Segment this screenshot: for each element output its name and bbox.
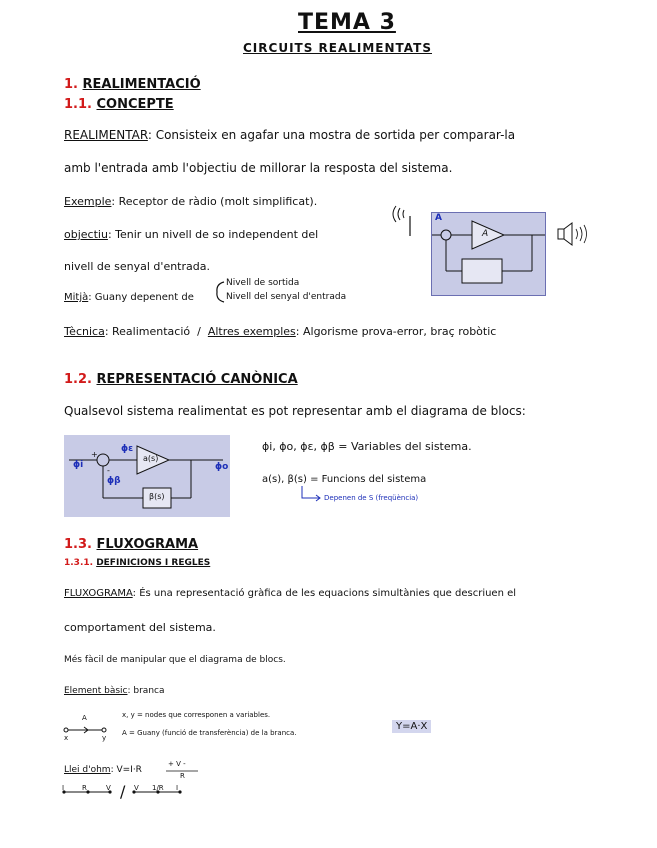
element-basic-line <box>64 686 165 696</box>
llei-frac-bottom: R <box>180 772 185 780</box>
depends-note: Depenen de S (freqüència) <box>324 494 419 502</box>
page-subtitle: CIRCUITS REALIMENTATS <box>243 41 432 55</box>
section-1-title: REALIMENTACIÓ <box>82 77 201 92</box>
phi-o-label: ϕo <box>215 462 229 472</box>
ohm-right-i: I <box>176 784 179 792</box>
mitja-branch-1: Nivell de sortida <box>226 278 300 288</box>
llei-frac-top: + V - <box>168 760 186 768</box>
element-label: Element bàsic <box>64 686 128 696</box>
section-1-2-title: REPRESENTACIÓ CANÒNICA <box>96 372 298 387</box>
plus-sign: + <box>91 450 98 459</box>
mitja-brace <box>212 280 226 304</box>
objectiu-text-1: : Tenir un nivell de so independent del <box>107 228 319 241</box>
section-1-1-number: 1.1. <box>64 97 92 112</box>
fluxograma-line-2: comportament del sistema. <box>64 621 216 634</box>
llei-ohm-line <box>64 765 142 775</box>
fluxograma-text-1: : És una representació gràfica de les equacions simultànies que descriuen el <box>132 588 517 599</box>
llei-label: Llei d'ohm <box>64 765 111 775</box>
tecnica-line <box>64 325 496 338</box>
section-1-3-heading <box>64 537 198 552</box>
section-1-1-title: CONCEPTE <box>96 97 174 112</box>
fluxograma-label: FLUXOGRAMA <box>64 588 133 599</box>
exemple-label: Exemple <box>64 195 112 208</box>
section-1-3-1-heading <box>64 558 210 568</box>
phi-i-label: ϕi <box>73 460 84 470</box>
fluxograma-line-1 <box>64 588 516 599</box>
ohm-slash: / <box>120 782 126 801</box>
llei-text: : V=I·R <box>110 765 142 775</box>
speaker-icon <box>554 220 594 250</box>
canonical-intro: Qualsevol sistema realimentat es pot representar amb el diagrama de blocs: <box>64 404 526 418</box>
section-1-1-heading <box>64 97 174 112</box>
mitja-line <box>64 292 194 303</box>
radio-diagram <box>431 212 546 296</box>
section-1-3-1-title: DEFINICIONS I REGLES <box>96 558 211 568</box>
page-title: TEMA 3 <box>298 10 396 35</box>
realimentar-line-1 <box>64 128 515 142</box>
section-1-2-number: 1.2. <box>64 372 92 387</box>
phi-e-label: ϕε <box>121 444 134 454</box>
section-1-2-heading <box>64 372 298 387</box>
altres-label: Altres exemples <box>207 325 296 338</box>
objectiu-line-2: nivell de senyal d'entrada. <box>64 260 210 273</box>
nodes-note: x, y = nodes que corresponen a variables. <box>122 711 271 719</box>
section-1-number: 1. <box>64 77 78 92</box>
canonical-diagram-drawing <box>65 436 229 516</box>
element-text: : branca <box>127 686 165 696</box>
section-1-3-title: FLUXOGRAMA <box>96 537 199 552</box>
mitja-branch-2: Nivell del senyal d'entrada <box>226 292 347 302</box>
mitja-label: Mitjà <box>64 292 89 303</box>
realimentar-label: REALIMENTAR <box>64 128 148 142</box>
ohm-right-1r: 1/R <box>152 784 164 792</box>
system-functions: a(s), β(s) = Funcions del sistema <box>262 474 427 485</box>
branch-node-y: y <box>102 734 107 742</box>
ohm-left-i: I <box>62 784 65 792</box>
objectiu-line-1 <box>64 228 318 241</box>
mitja-text: : Guany depenent de <box>88 292 194 303</box>
exemple-line <box>64 195 317 208</box>
radio-diagram-drawing <box>432 213 545 295</box>
radio-block-a: A <box>482 229 489 239</box>
objectiu-label: objectiu <box>64 228 108 241</box>
canonical-block-diagram <box>64 435 230 517</box>
system-variables: ϕi, ϕo, ϕε, ϕβ = Variables del sistema. <box>262 440 472 453</box>
ohm-right-v: V <box>134 784 139 792</box>
ohm-left-r: R <box>82 784 87 792</box>
branch-gain-label: A <box>82 714 87 722</box>
phi-b-label: ϕβ <box>107 476 121 486</box>
depends-arrow-icon <box>300 486 324 502</box>
radio-antenna-icon <box>388 202 428 242</box>
radio-label-a: A <box>435 213 442 223</box>
altres-text: : Algorisme prova-error, braç robòtic <box>295 325 497 338</box>
exemple-text: : Receptor de ràdio (molt simplificat). <box>111 195 318 208</box>
realimentar-text-1: : Consisteix en agafar una mostra de sortida per comparar-la <box>147 128 516 142</box>
branch-node-x: x <box>64 734 69 742</box>
tecnica-text: : Realimentació <box>104 325 191 338</box>
slash-separator: / <box>193 325 205 338</box>
easier-note: Més fàcil de manipular que el diagrama de blocs. <box>64 655 286 665</box>
block-b-label: β(s) <box>149 492 165 501</box>
section-1-3-number: 1.3. <box>64 537 92 552</box>
realimentar-line-2: amb l'entrada amb l'objectiu de millorar la resposta del sistema. <box>64 161 453 175</box>
ohm-left-v: V <box>106 784 111 792</box>
tecnica-label: Tècnica <box>64 325 105 338</box>
section-1-3-1-number: 1.3.1. <box>64 558 94 568</box>
block-a-label: a(s) <box>143 454 159 463</box>
branch-formula: Y=A·X <box>392 720 431 733</box>
gain-note: A = Guany (funció de transferència) de la branca. <box>122 729 297 737</box>
section-1-heading <box>64 77 201 92</box>
minus-sign: - <box>107 466 110 475</box>
